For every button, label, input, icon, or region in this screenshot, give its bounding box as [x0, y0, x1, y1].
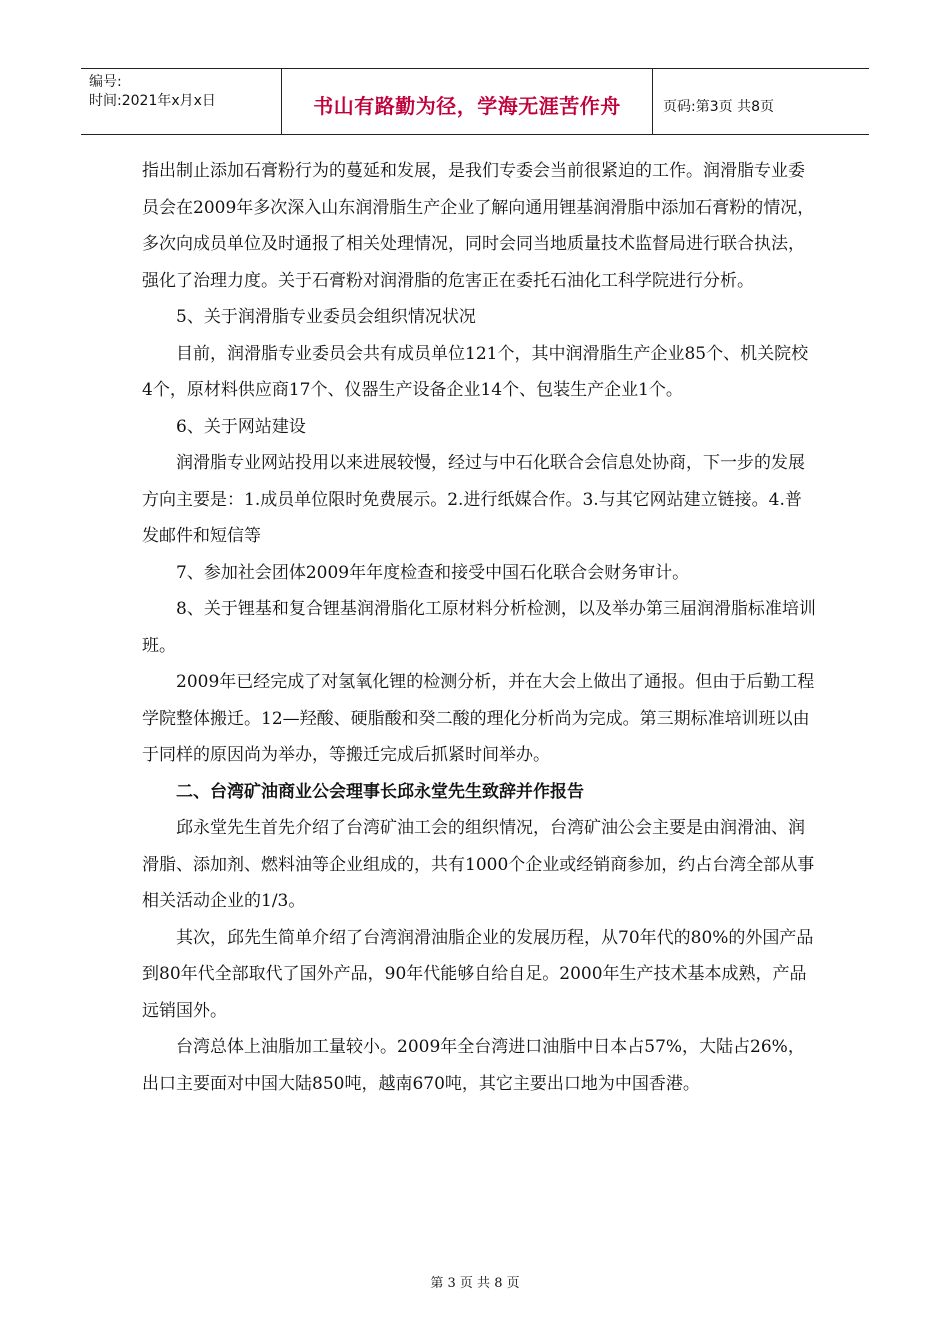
page-footer: 第 3 页 共 8 页	[430, 1276, 520, 1291]
section-heading-8: 8、关于锂基和复合锂基润滑脂化工原材料分析检测，以及举办第三届润滑脂标准培训班。	[142, 599, 816, 656]
paragraph-continuation: 指出制止添加石膏粉行为的蔓延和发展，是我们专委会当前很紧迫的工作。润滑脂专业委员会在2009年多次深入山东润滑脂生产企业了解向通用锂基润滑脂中添加石膏粉的情况，多次向成员单位及时通报了相关处理情况，同时会同当地质量技术监督局进行联合执法，强化了治理力度。关于石膏粉对润滑脂的危害正在委托石油化工科学院进行分析。	[142, 161, 815, 291]
section-heading-taiwan: 二、台湾矿油商业公会理事长邱永堂先生致辞并作报告	[176, 781, 584, 802]
page-header	[81, 68, 869, 135]
paragraph-taiwan-org: 邱永堂先生首先介绍了台湾矿油工会的组织情况，台湾矿油公会主要是由润滑油、润滑脂、添加剂、燃料油等企业组成的，共有1000个企业或经销商参加，约占台湾全部从事相关活动企业的1/3。	[142, 818, 815, 911]
section-heading-6: 6、关于网站建设	[176, 416, 306, 437]
header-page-code: 页码:第3页 共8页	[663, 98, 774, 115]
section-heading-7: 7、参加社会团体2009年年度检查和接受中国石化联合会财务审计。	[176, 562, 690, 583]
section-heading-5: 5、关于润滑脂专业委员会组织情况状况	[176, 307, 476, 327]
paragraph-member-units: 目前，润滑脂专业委员会共有成员单位121个，其中润滑脂生产企业85个、机关院校4个，原材料供应商17个、仪器生产设备企业14个、包装生产企业1个。	[142, 343, 809, 400]
document-body	[142, 153, 818, 1102]
header-motto: 书山有路勤为径，学海无涯苦作舟	[282, 69, 653, 134]
document-number-label: 编号:	[89, 74, 122, 90]
document-time-label: 时间:2021年x月x日	[89, 93, 216, 109]
paragraph-taiwan-history: 其次，邱先生简单介绍了台湾润滑油脂企业的发展历程，从70年代的80%的外国产品到80年代全部取代了国外产品，90年代能够自给自足。2000年生产技术基本成熟，产品远销国外。	[142, 927, 814, 1021]
paragraph-analysis: 2009年已经完成了对氢氧化锂的检测分析，并在大会上做出了通报。但由于后勤工程学院整体搬迁。12—羟酸、硬脂酸和癸二酸的理化分析尚为完成。第三期标准培训班以由于同样的原因尚为举办，等搬迁完成后抓紧时间举办。	[142, 672, 815, 765]
paragraph-website: 润滑脂专业网站投用以来进展较慢，经过与中石化联合会信息处协商，下一步的发展方向主要是：1.成员单位限时免费展示。2.进行纸媒合作。3.与其它网站建立链接。4.普发邮件和短信等	[142, 453, 805, 546]
header-meta	[81, 69, 282, 134]
paragraph-taiwan-volume: 台湾总体上油脂加工量较小。2009年全台湾进口油脂中日本占57%，大陆占26%，出口主要面对中国大陆850吨，越南670吨，其它主要出口地为中国香港。	[142, 1037, 805, 1094]
